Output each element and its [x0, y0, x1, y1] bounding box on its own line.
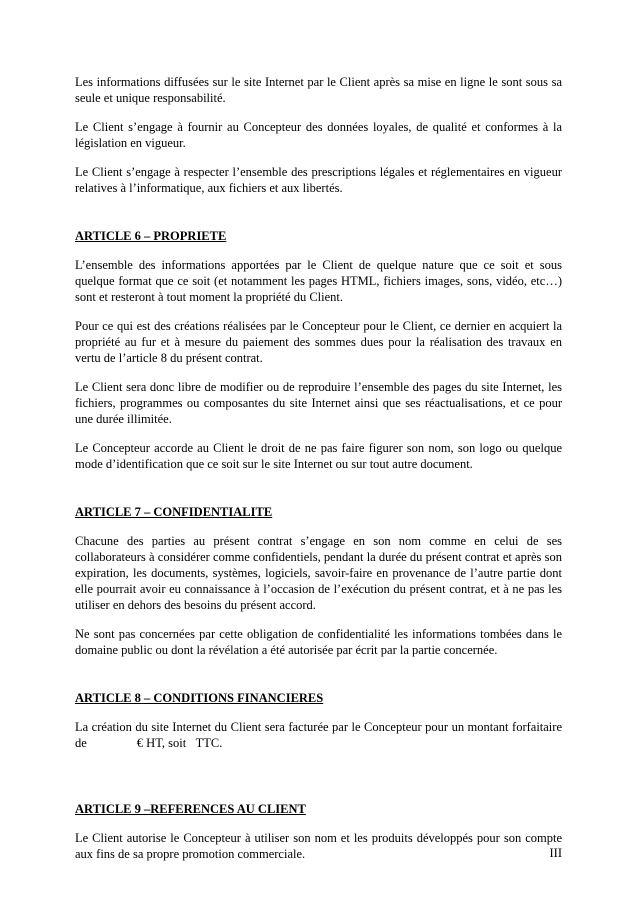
- article-heading: ARTICLE 6 – PROPRIETE: [75, 229, 227, 243]
- page-number: III: [549, 846, 562, 860]
- paragraph: Le Client s’engage à respecter l’ensemble des prescriptions légales et réglementaires en vigueur relatives à l’informatique, aux fichiers et aux libertés.: [75, 165, 562, 195]
- paragraph: Le Concepteur accorde au Client le droit de ne pas faire figurer son nom, son logo ou quelque mode d’identification que ce soit sur le site Internet ou sur tout autre document.: [75, 441, 562, 471]
- paragraph: Le Client autorise le Concepteur à utiliser son nom et les produits développés pour son compte aux fins de sa propre promotion commerciale.: [75, 831, 562, 861]
- document-body: [75, 74, 562, 875]
- article-heading: ARTICLE 7 – CONFIDENTIALITE: [75, 505, 273, 519]
- paragraph: Le Client s’engage à fournir au Concepteur des données loyales, de qualité et conformes à la législation en vigueur.: [75, 120, 562, 150]
- paragraph: Ne sont pas concernées par cette obligation de confidentialité les informations tombées dans le domaine public ou dont la révélation a été autorisée par écrit par la partie concernée.: [75, 627, 562, 657]
- paragraph: L’ensemble des informations apportées par le Client de quelque nature que ce soit et sous quelque format que ce soit (et notamment les pages HTML, fichiers images, sons, vidéo, etc…) sont et resteront à tout moment la propriété du Client.: [75, 258, 562, 304]
- paragraph: Les informations diffusées sur le site Internet par le Client après sa mise en ligne le sont sous sa seule et unique responsabilité.: [75, 75, 562, 105]
- paragraph: Chacune des parties au présent contrat s’engage en son nom comme en celui de ses collaborateurs à considérer comme confidentiels, pendant la durée du présent contrat et après son expiration, les documents, systèmes, logiciels, savoir-faire en provenance de l’autre partie dont elle pourrait avoir eu connaissance à l’occasion de l’exécution du présent contrat, et à ne pas les utiliser en dehors des besoins du présent accord.: [75, 534, 562, 612]
- paragraph: Le Client sera donc libre de modifier ou de reproduire l’ensemble des pages du site Internet, les fichiers, programmes ou composantes du site Internet ainsi que ses réactualisations, et ce pour une durée illimitée.: [75, 380, 562, 426]
- article-heading: ARTICLE 8 – CONDITIONS FINANCIERES: [75, 691, 324, 705]
- article-heading: ARTICLE 9 –REFERENCES AU CLIENT: [75, 802, 306, 816]
- paragraph: Pour ce qui est des créations réalisées par le Concepteur pour le Client, ce dernier en acquiert la propriété au fur et à mesure du paiement des sommes dues pour la réalisation des travaux en vertu de l’article 8 du présent contrat.: [75, 319, 562, 365]
- paragraph: La création du site Internet du Client sera facturée par le Concepteur pour un montant forfaitaire de € HT, soit TTC.: [75, 720, 562, 750]
